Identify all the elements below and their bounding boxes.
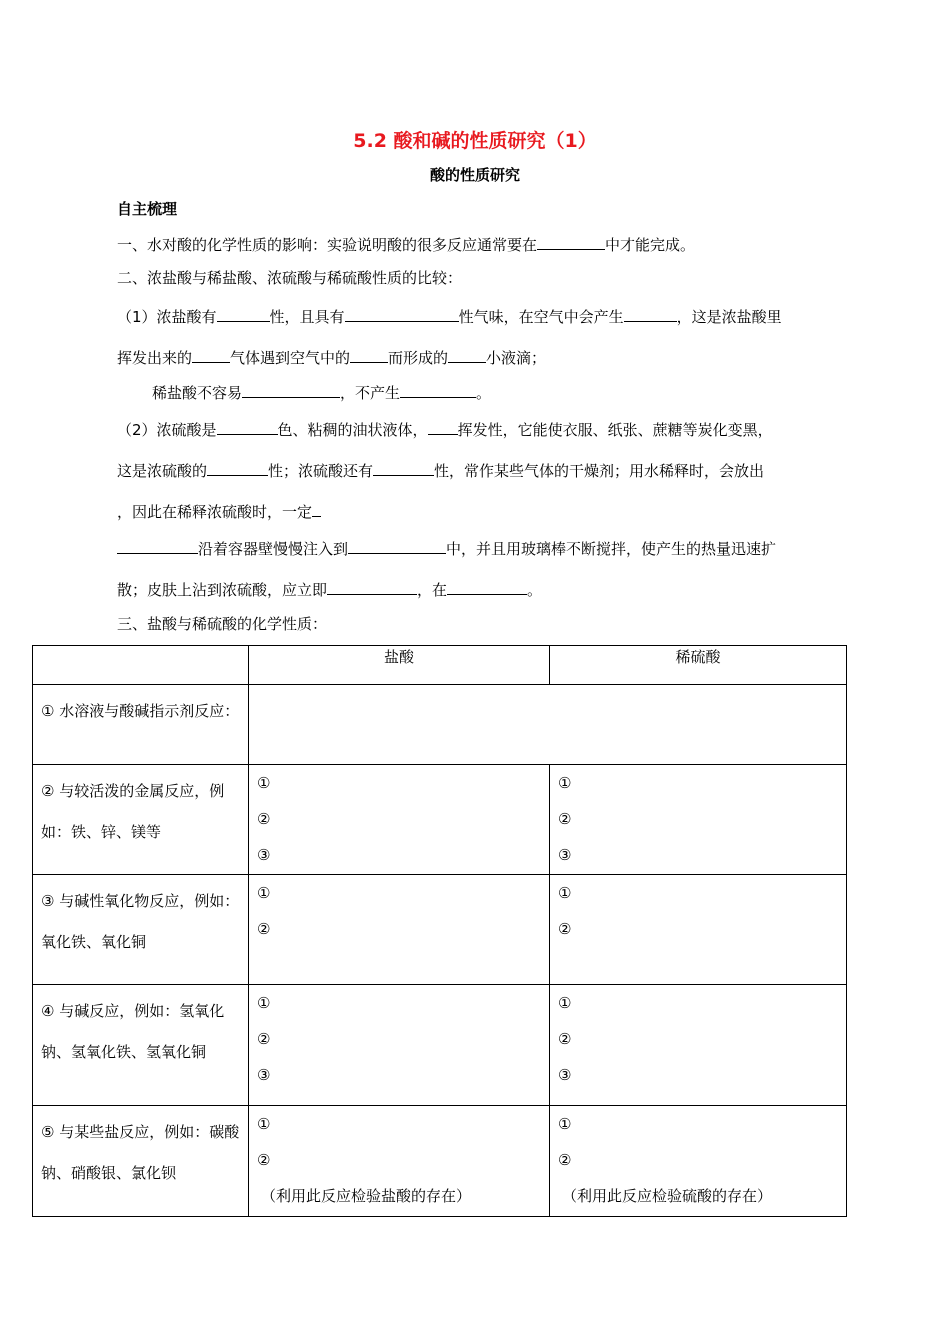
item-marker: ③: [257, 1066, 271, 1084]
blank[interactable]: [373, 459, 434, 476]
usage-note: （利用此反应检验硫酸的存在）: [562, 1187, 773, 1205]
p1b-text: 挥发出来的: [117, 349, 193, 367]
item-marker: ②: [558, 1151, 572, 1169]
item-marker: ①: [257, 994, 271, 1012]
p2b-text: 性；浓硫酸还有: [268, 462, 374, 480]
table-header-row: [33, 646, 847, 685]
p1-text: 性气味，在空气中会产生: [458, 308, 624, 326]
p1c-text: ，不产生: [340, 384, 401, 402]
p1-text: ，这是浓盐酸里: [676, 308, 782, 326]
section3-title: 三、盐酸与稀硫酸的化学性质：: [117, 615, 328, 633]
answer-cell[interactable]: [249, 985, 550, 1106]
blank[interactable]: [207, 459, 268, 476]
section2-p2d: [117, 537, 776, 559]
p2-text: 色、粘稠的油状液体，: [277, 421, 428, 439]
item-marker: ①: [257, 774, 271, 792]
table-row: [33, 685, 847, 765]
blank[interactable]: [400, 381, 476, 398]
item-marker: ②: [257, 920, 271, 938]
item-marker: ②: [257, 810, 271, 828]
answer-cell[interactable]: [550, 765, 847, 875]
item-marker: ②: [257, 1151, 271, 1169]
item-marker: ①: [257, 884, 271, 902]
p1b-text: 而形成的: [388, 349, 449, 367]
blank[interactable]: [624, 305, 677, 322]
table-row: [33, 875, 847, 985]
p1c-text: 稀盐酸不容易: [152, 384, 243, 402]
section2-p1b: [117, 346, 546, 368]
item-marker: ②: [558, 920, 572, 938]
usage-note: （利用此反应检验盐酸的存在）: [261, 1187, 472, 1205]
p1c-text: 。: [476, 384, 492, 402]
blank[interactable]: [217, 305, 270, 322]
p2b-text: 性，常作某些气体的干燥剂；用水稀释时，会放出: [434, 462, 765, 480]
blank[interactable]: [192, 346, 230, 363]
p2d-text: 沿着容器壁慢慢注入到: [198, 540, 349, 558]
p2-text: （2）浓硫酸是: [117, 421, 217, 439]
item-marker: ①: [257, 1115, 271, 1133]
section1-suffix: 中才能完成。: [605, 236, 696, 254]
p2e-text: ，在: [417, 581, 448, 599]
section2-p2b: [117, 459, 764, 481]
table-header-cell: [33, 646, 249, 685]
p2d-text: 中，并且用玻璃棒不断搅拌，使产生的热量迅速扩: [446, 540, 777, 558]
answer-cell[interactable]: [249, 765, 550, 875]
section2-p2c: [117, 500, 321, 522]
item-marker: ③: [558, 1066, 572, 1084]
table-header-cell: 稀硫酸: [550, 646, 847, 685]
answer-cell[interactable]: [249, 685, 847, 765]
item-marker: ①: [558, 1115, 572, 1133]
item-marker: ②: [558, 810, 572, 828]
p1b-text: 小液滴；: [486, 349, 547, 367]
p2e-text: 散；皮肤上沾到浓硫酸，应立即: [117, 581, 328, 599]
row-label: ② 与较活泼的金属反应，例如：铁、锌、镁等: [33, 765, 249, 875]
row-label: ⑤ 与某些盐反应，例如：碳酸钠、硝酸银、氯化钡: [33, 1106, 249, 1217]
page-subtitle: 酸的性质研究: [429, 166, 520, 184]
blank[interactable]: [447, 578, 527, 595]
p2b-text: 这是浓硫酸的: [117, 462, 208, 480]
section-heading: 自主梳理: [117, 200, 178, 218]
answer-cell[interactable]: [550, 1106, 847, 1217]
item-marker: ③: [558, 846, 572, 864]
blank[interactable]: [117, 537, 198, 554]
section2-p1: [117, 305, 782, 327]
item-marker: ②: [257, 1030, 271, 1048]
blank[interactable]: [345, 305, 459, 322]
item-marker: ①: [558, 884, 572, 902]
row-label: ④ 与碱反应，例如：氢氧化钠、氢氧化铁、氢氧化铜: [33, 985, 249, 1106]
blank[interactable]: [217, 418, 278, 435]
blank[interactable]: [312, 500, 321, 517]
blank[interactable]: [448, 346, 486, 363]
p2-text: 挥发性，它能使衣服、纸张、蔗糖等炭化变黑，: [457, 421, 773, 439]
item-marker: ①: [558, 994, 572, 1012]
answer-cell[interactable]: [249, 875, 550, 985]
p1b-text: 气体遇到空气中的: [230, 349, 351, 367]
section1-line: [117, 233, 695, 255]
item-marker: ②: [558, 1030, 572, 1048]
p2c-text: ，因此在稀释浓硫酸时，一定: [117, 503, 313, 521]
blank[interactable]: [537, 233, 605, 250]
answer-cell[interactable]: [249, 1106, 550, 1217]
row-label: ③ 与碱性氧化物反应，例如：氧化铁、氧化铜: [33, 875, 249, 985]
p2e-text: 。: [527, 581, 543, 599]
p1-text: 性，且具有: [269, 308, 345, 326]
properties-table: [32, 645, 847, 1217]
blank[interactable]: [428, 418, 458, 435]
answer-cell[interactable]: [550, 875, 847, 985]
blank[interactable]: [350, 346, 388, 363]
section2-p1c: [152, 381, 491, 403]
table-row: [33, 1106, 847, 1217]
table-row: [33, 985, 847, 1106]
section2-title: 二、浓盐酸与稀盐酸、浓硫酸与稀硫酸性质的比较：: [117, 269, 463, 287]
blank[interactable]: [348, 537, 446, 554]
page-title: 5.2 酸和碱的性质研究（1）: [353, 130, 597, 152]
answer-cell[interactable]: [550, 985, 847, 1106]
table-header-cell: 盐酸: [249, 646, 550, 685]
p1-text: （1）浓盐酸有: [117, 308, 217, 326]
blank[interactable]: [327, 578, 417, 595]
section1-prefix: 一、水对酸的化学性质的影响：实验说明酸的很多反应通常要在: [117, 236, 538, 254]
item-marker: ①: [558, 774, 572, 792]
row-label: ① 水溶液与酸碱指示剂反应：: [33, 685, 249, 765]
section2-p2e: [117, 578, 542, 600]
blank[interactable]: [242, 381, 340, 398]
section2-p2: [117, 418, 773, 440]
table-row: [33, 765, 847, 875]
item-marker: ③: [257, 846, 271, 864]
